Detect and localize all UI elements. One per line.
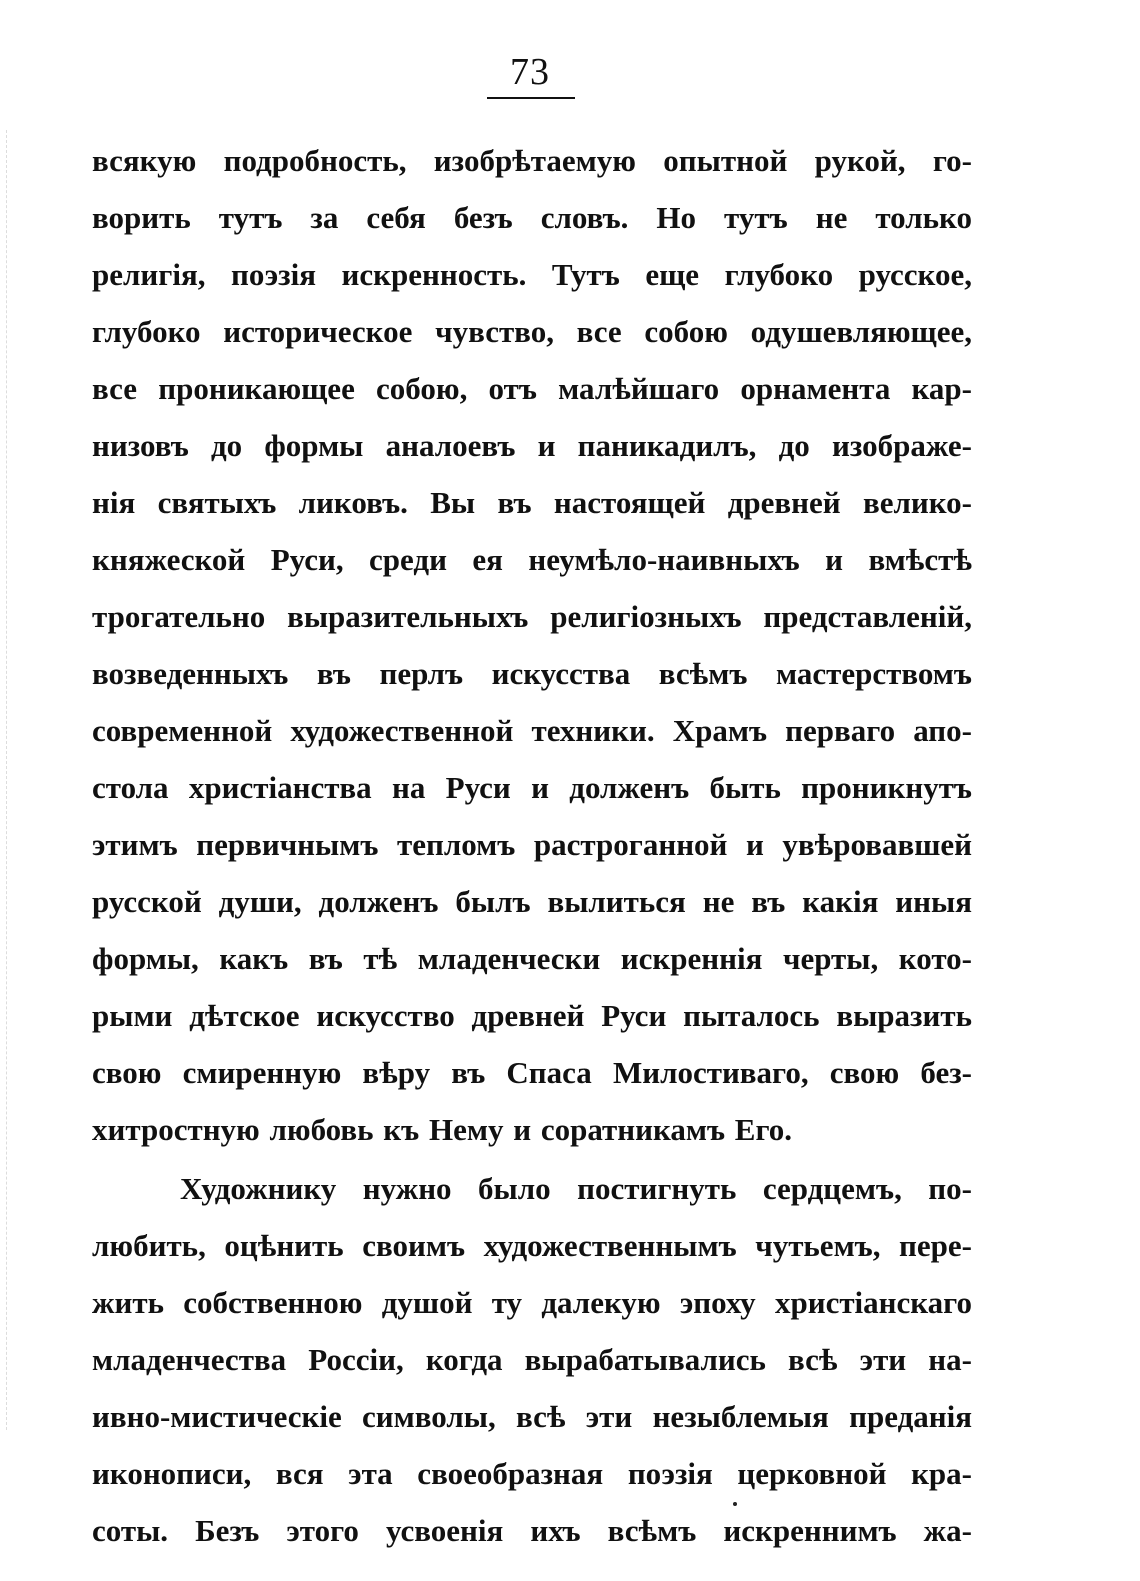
- text-line: современной художественной техники. Храмъ перваго апо-: [92, 713, 972, 748]
- text-line: религія, поэзія искренность. Тутъ еще глубоко русское,: [92, 257, 972, 292]
- text-line: глубоко историческое чувство, все собою одушевляющее,: [92, 314, 972, 349]
- ink-speck: [733, 1502, 737, 1506]
- text-line: иконописи, вся эта своеобразная поэзія церковной кра-: [92, 1456, 972, 1491]
- text-line: жить собственною душой ту далекую эпоху христіанскаго: [92, 1285, 972, 1320]
- text-line: этимъ первичнымъ тепломъ растроганной и увѣровавшей: [92, 827, 972, 862]
- text-line: низовъ до формы аналоевъ и паникадилъ, до изображе-: [92, 428, 972, 463]
- text-line: младенчества Россіи, когда вырабатывались всѣ эти на-: [92, 1342, 972, 1377]
- text-line: любить, оцѣнить своимъ художественнымъ чутьемъ, пере-: [92, 1228, 972, 1263]
- text-line: ивно-мистическіе символы, всѣ эти незыблемыя преданія: [92, 1399, 972, 1434]
- text-line: стола христіанства на Руси и долженъ быть проникнутъ: [92, 770, 972, 805]
- page-number: 73: [510, 51, 550, 93]
- text-line: формы, какъ въ тѣ младенчески искреннія черты, кото-: [92, 941, 972, 976]
- text-line: русской души, долженъ былъ вылиться не въ какія иныя: [92, 884, 972, 919]
- text-line: всякую подробность, изобрѣтаемую опытной рукой, го-: [92, 143, 972, 178]
- text-line: хитростную любовь къ Нему и соратникамъ Его.: [92, 1112, 793, 1147]
- margin-scan-marks: [6, 130, 11, 1430]
- text-line: ворить тутъ за себя безъ словъ. Но тутъ не только: [92, 200, 972, 235]
- page-number-rule: [487, 97, 575, 99]
- text-line: соты. Безъ этого усвоенія ихъ всѣмъ искреннимъ жа-: [92, 1513, 972, 1548]
- body-text: [92, 132, 972, 1559]
- text-line: княжеской Руси, среди ея неумѣло-наивныхъ и вмѣстѣ: [92, 542, 972, 577]
- text-line: Художнику нужно было постигнуть сердцемъ, по-: [180, 1171, 972, 1206]
- text-line: свою смиренную вѣру въ Спаса Милостиваго, свою без-: [92, 1055, 972, 1090]
- text-line: все проникающее собою, отъ малѣйшаго орнамента кар-: [92, 371, 972, 406]
- text-line: нія святыхъ ликовъ. Вы въ настоящей древней велико-: [92, 485, 972, 520]
- text-line: рыми дѣтское искусство древней Руси пыталось выразить: [92, 998, 972, 1033]
- paragraph-2: [92, 1160, 972, 1559]
- paragraph-1: [92, 132, 972, 1158]
- text-line: возведенныхъ въ перлъ искусства всѣмъ мастерствомъ: [92, 656, 972, 691]
- text-line: трогательно выразительныхъ религіозныхъ представленій,: [92, 599, 972, 634]
